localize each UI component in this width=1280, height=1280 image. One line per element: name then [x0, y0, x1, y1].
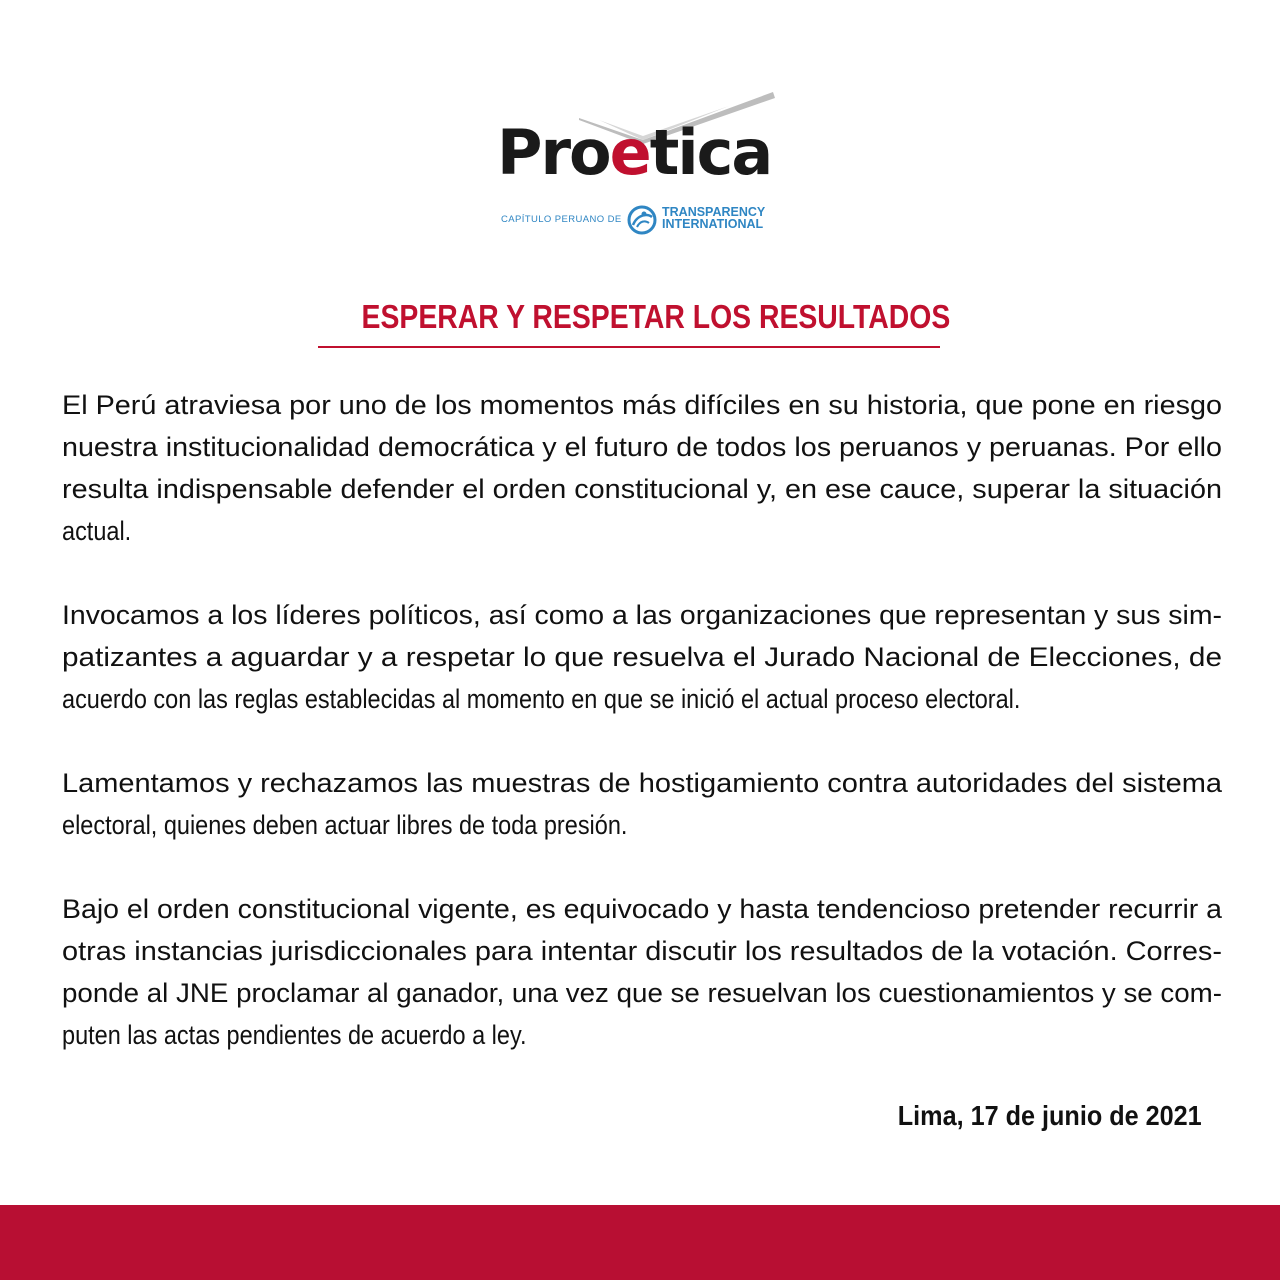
brand-name-part3: tica: [649, 116, 772, 189]
paragraph-line: acuerdo con las reglas establecidas al momento en que se inició el actual proceso electoral.: [62, 684, 1021, 714]
statement-title: ESPERAR Y RESPETAR LOS RESULTADOS: [361, 298, 951, 335]
partner-line-2: INTERNATIONAL: [662, 217, 764, 231]
paragraph-line: puten las actas pendientes de acuerdo a ley.: [62, 1020, 527, 1050]
proetica-wordmark: [497, 116, 772, 189]
statement-paragraph: [62, 384, 1222, 552]
paragraph-line: actual.: [62, 516, 132, 546]
title-underline: [318, 346, 940, 348]
statement-paragraph: [62, 762, 1222, 846]
proetica-logo: [497, 92, 787, 237]
paragraph-line: otras instancias jurisdiccionales para intentar discutir los resultados de la votación. Corres-: [62, 936, 1222, 966]
paragraph-line: Invocamos a los líderes políticos, así como a las organizaciones que representan y sus sim-: [62, 600, 1222, 630]
paragraph-line: El Perú atraviesa por uno de los momentos más difíciles en su historia, que pone en riesgo: [62, 390, 1222, 420]
footer-bar: [0, 1205, 1280, 1280]
statement-paragraph: [62, 888, 1222, 1056]
brand-name-accent: e: [609, 116, 650, 189]
paragraph-line: nuestra institucionalidad democrática y el futuro de todos los peruanos y peruanas. Por ello: [62, 432, 1222, 462]
transparency-globe-icon: [627, 205, 657, 235]
brand-name-part1: Pro: [497, 116, 610, 189]
partner-lockup: [501, 205, 791, 239]
chapter-label: CAPÍTULO PERUANO DE: [501, 214, 622, 225]
statement-paragraph: [62, 594, 1222, 720]
paragraph-line: patizantes a aguardar y a respetar lo que resuelva el Jurado Nacional de Elecciones, de: [62, 642, 1222, 672]
statement-date: Lima, 17 de junio de 2021: [898, 1100, 1202, 1131]
statement-body: [62, 384, 1222, 1098]
paragraph-line: resulta indispensable defender el orden constitucional y, en ese cauce, superar la situación: [62, 474, 1222, 504]
paragraph-line: ponde al JNE proclamar al ganador, una vez que se resuelvan los cuestionamientos y se com-: [62, 978, 1222, 1008]
paragraph-line: electoral, quienes deben actuar libres de toda presión.: [62, 810, 628, 840]
paragraph-line: Lamentamos y rechazamos las muestras de hostigamiento contra autoridades del sistema: [62, 768, 1222, 798]
partner-name: [662, 206, 765, 230]
paragraph-line: Bajo el orden constitucional vigente, es equivocado y hasta tendencioso pretender recurrir a: [62, 894, 1222, 924]
partner-line-1: TRANSPARENCY: [662, 205, 766, 219]
